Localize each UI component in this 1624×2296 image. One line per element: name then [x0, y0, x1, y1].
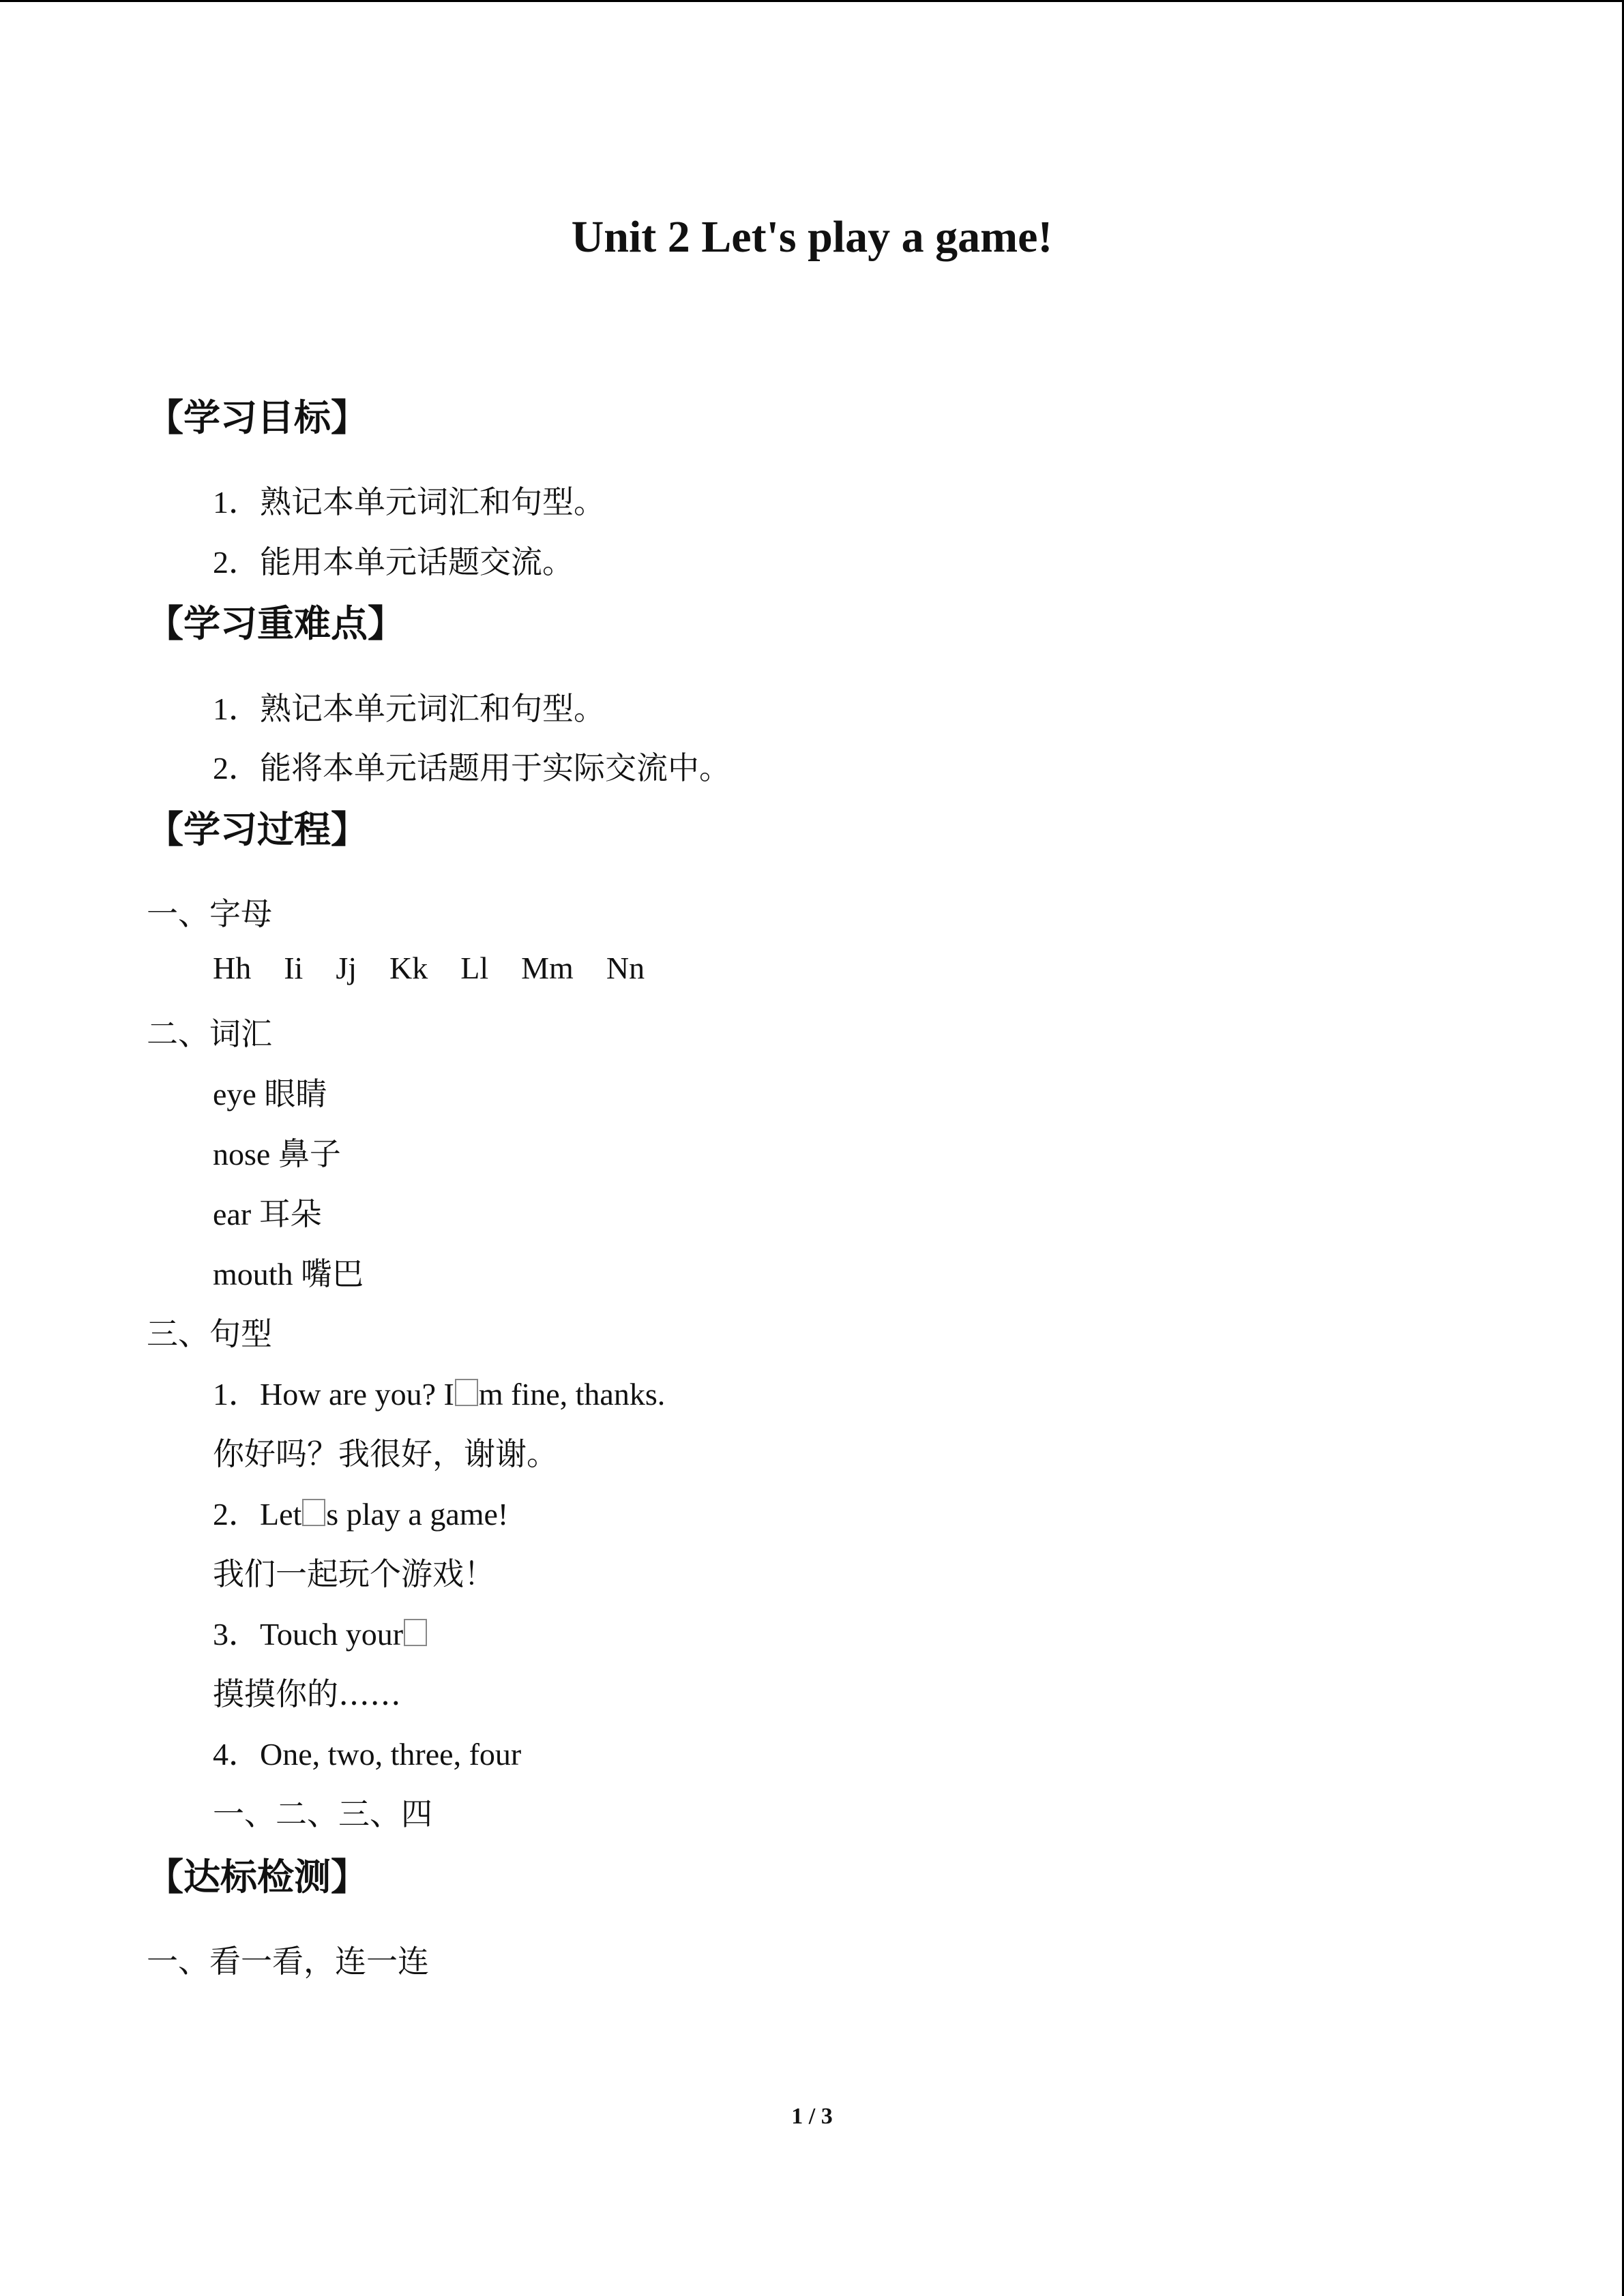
key-points-item-2 — [213, 743, 730, 788]
pattern-2-en-a: Let — [260, 1497, 302, 1532]
letter-item: Hh — [213, 951, 252, 985]
key-points-item-1-num: 1． — [213, 691, 260, 726]
pattern-3-en-a: Touch your — [260, 1617, 404, 1652]
section-heading-process: 【学习过程】 — [147, 808, 368, 851]
page-title: Unit 2 Let's play a game! — [571, 212, 1053, 262]
key-points-item-2-num: 2． — [213, 751, 260, 786]
pattern-2-en-b: s play a game! — [326, 1497, 509, 1532]
top-border — [0, 0, 1624, 2]
pattern-2-en — [213, 1489, 508, 1534]
test-item-1: 一、看一看，连一连 — [147, 1943, 429, 1980]
vocab-item-ear: ear 耳朵 — [213, 1197, 322, 1232]
section-heading-key-points: 【学习重难点】 — [147, 602, 404, 645]
letters-heading: 一、字母 — [147, 895, 272, 932]
vocab-heading: 二、词汇 — [147, 1015, 272, 1052]
missing-glyph-box — [455, 1379, 478, 1406]
pattern-4-en-a: One, two, three, four — [260, 1737, 522, 1772]
letter-item: Nn — [606, 951, 645, 985]
letter-item: Jj — [336, 951, 357, 985]
goals-item-2 — [213, 537, 574, 582]
pattern-3-num: 3． — [213, 1617, 260, 1652]
vocab-item-mouth: mouth 嘴巴 — [213, 1257, 364, 1292]
pattern-1-zh: 你好吗？我很好，谢谢。 — [213, 1435, 558, 1472]
pattern-3-en — [213, 1609, 428, 1654]
vocab-item-eye: eye 眼睛 — [213, 1077, 327, 1112]
pattern-1-num: 1． — [213, 1377, 260, 1412]
goals-item-1-num: 1． — [213, 485, 260, 520]
missing-glyph-box — [404, 1619, 427, 1646]
goals-item-2-text: 能用本单元话题交流。 — [260, 543, 574, 580]
vocab-item-nose: nose 鼻子 — [213, 1137, 341, 1172]
letter-item: Kk — [389, 951, 428, 985]
pattern-2-zh: 我们一起玩个游戏！ — [213, 1555, 495, 1592]
pattern-1-en — [213, 1369, 665, 1414]
pattern-3-zh: 摸摸你的…… — [213, 1675, 401, 1712]
goals-item-2-num: 2． — [213, 545, 260, 580]
pattern-1-en-a: How are you? I — [260, 1377, 454, 1412]
key-points-item-2-text: 能将本单元话题用于实际交流中。 — [260, 749, 730, 786]
section-heading-goals: 【学习目标】 — [147, 396, 368, 439]
letters-row — [213, 950, 677, 986]
letter-item: Ii — [284, 951, 304, 985]
page-number: 1 / 3 — [791, 2104, 833, 2129]
pattern-4-en — [213, 1729, 521, 1774]
key-points-item-1-text: 熟记本单元词汇和句型。 — [260, 690, 605, 727]
pattern-4-num: 4． — [213, 1737, 260, 1772]
goals-item-1 — [213, 477, 605, 522]
pattern-1-en-b: m fine, thanks. — [478, 1377, 666, 1412]
key-points-item-1 — [213, 684, 605, 729]
letter-item: Mm — [521, 951, 574, 985]
pattern-2-num: 2． — [213, 1497, 260, 1532]
letter-item: Ll — [460, 951, 489, 985]
pattern-4-zh: 一、二、三、四 — [213, 1795, 432, 1832]
section-heading-test: 【达标检测】 — [147, 1855, 368, 1898]
goals-item-1-text: 熟记本单元词汇和句型。 — [260, 483, 605, 520]
missing-glyph-box — [302, 1499, 325, 1526]
patterns-heading: 三、句型 — [147, 1315, 272, 1352]
